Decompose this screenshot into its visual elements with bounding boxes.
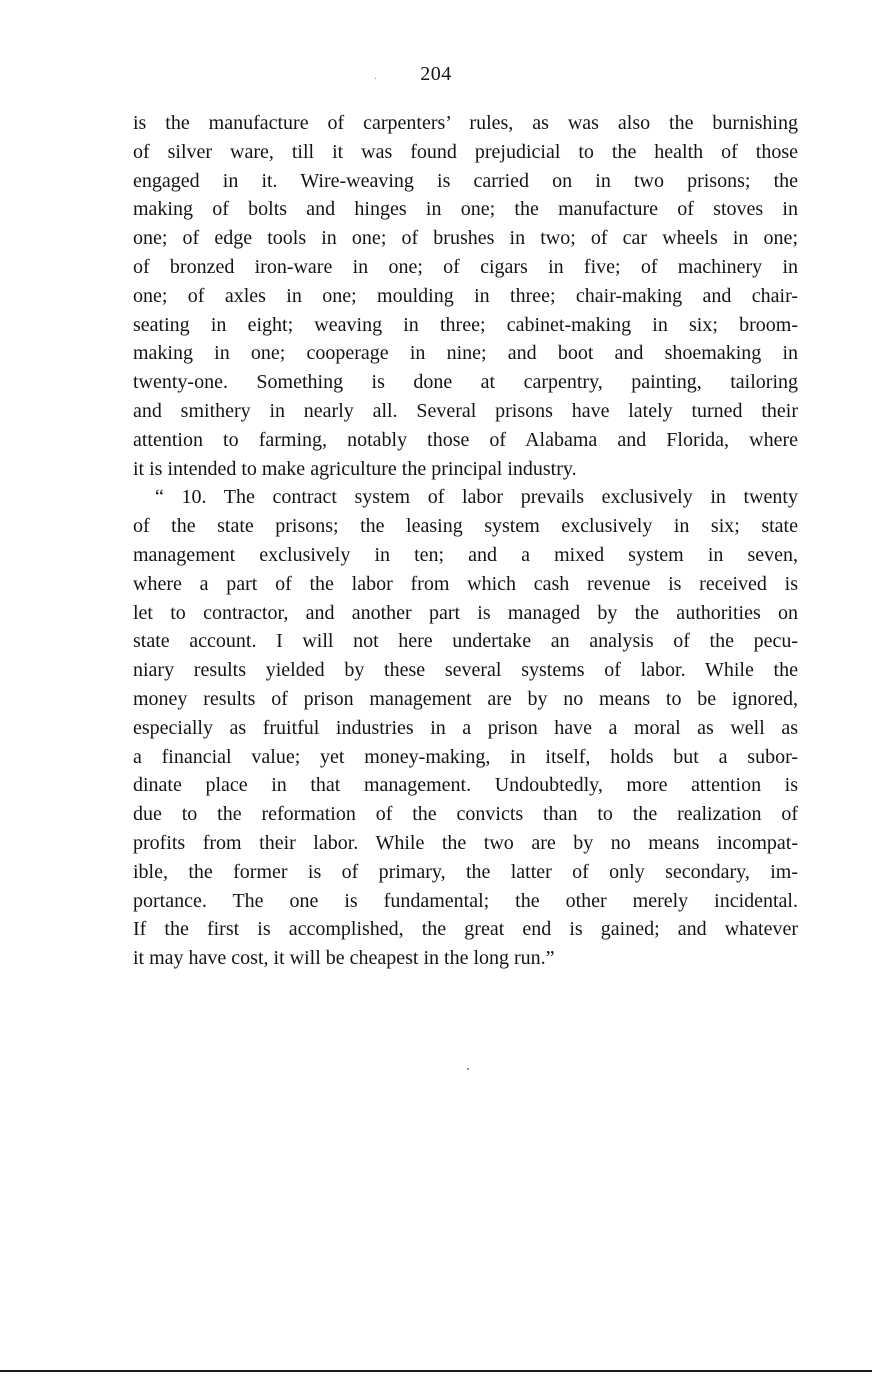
text-line: making in one; cooperage in nine; and boot and shoemaking in bbox=[133, 342, 798, 365]
text-line: especially as fruitful industries in a prison have a moral as well as bbox=[133, 716, 798, 739]
text-line: a financial value; yet money-making, in itself, holds but a subor- bbox=[133, 745, 798, 768]
text-line: dinate place in that management. Undoubtedly, more attention is bbox=[133, 774, 798, 797]
text-line: where a part of the labor from which cash revenue is received is bbox=[133, 572, 798, 595]
ink-speck bbox=[467, 1068, 469, 1070]
bottom-border-line bbox=[0, 1370, 872, 1372]
text-line: it may have cost, it will be cheapest in the long run.” bbox=[133, 947, 555, 970]
text-line: money results of prison management are by no means to be ignored, bbox=[133, 687, 798, 710]
text-line: let to contractor, and another part is managed by the authorities on bbox=[133, 601, 798, 624]
text-line: twenty-one. Something is done at carpentry, painting, tailoring bbox=[133, 371, 798, 394]
text-line: seating in eight; weaving in three; cabinet-making in six; broom- bbox=[133, 313, 798, 336]
text-line: If the first is accomplished, the great end is gained; and whatever bbox=[133, 918, 798, 941]
paragraph-2 bbox=[133, 483, 798, 973]
text-line: attention to farming, notably those of Alabama and Florida, where bbox=[133, 428, 798, 451]
text-line: of bronzed iron-ware in one; of cigars in five; of machinery in bbox=[133, 255, 798, 278]
text-line: of silver ware, till it was found prejudicial to the health of those bbox=[133, 140, 798, 163]
text-line: niary results yielded by these several systems of labor. While the bbox=[133, 659, 798, 682]
text-line: due to the reformation of the convicts than to the realization of bbox=[133, 803, 798, 826]
text-line: management exclusively in ten; and a mixed system in seven, bbox=[133, 543, 798, 566]
body-text bbox=[133, 109, 798, 973]
text-line: engaged in it. Wire-weaving is carried on in two prisons; the bbox=[133, 169, 798, 192]
paragraph-1 bbox=[133, 109, 798, 483]
text-line: ible, the former is of primary, the latter of only secondary, im- bbox=[133, 860, 798, 883]
text-line: profits from their labor. While the two are by no means incompat- bbox=[133, 831, 798, 854]
text-line: portance. The one is fundamental; the other merely incidental. bbox=[133, 889, 798, 912]
ink-speck bbox=[375, 78, 376, 79]
text-line: one; of edge tools in one; of brushes in two; of car wheels in one; bbox=[133, 227, 798, 250]
text-line: is the manufacture of carpenters’ rules, as was also the burnishing bbox=[133, 112, 798, 134]
text-line: making of bolts and hinges in one; the manufacture of stoves in bbox=[133, 198, 798, 221]
text-line: it is intended to make agriculture the principal industry. bbox=[133, 457, 577, 480]
page-number: 204 bbox=[420, 63, 452, 85]
text-line: one; of axles in one; moulding in three; chair-making and chair- bbox=[133, 284, 798, 307]
text-line: “ 10. The contract system of labor prevails exclusively in twenty bbox=[155, 486, 798, 509]
text-line: of the state prisons; the leasing system exclusively in six; state bbox=[133, 515, 798, 538]
text-line: and smithery in nearly all. Several prisons have lately turned their bbox=[133, 399, 798, 422]
text-line: state account. I will not here undertake an analysis of the pecu- bbox=[133, 630, 798, 653]
